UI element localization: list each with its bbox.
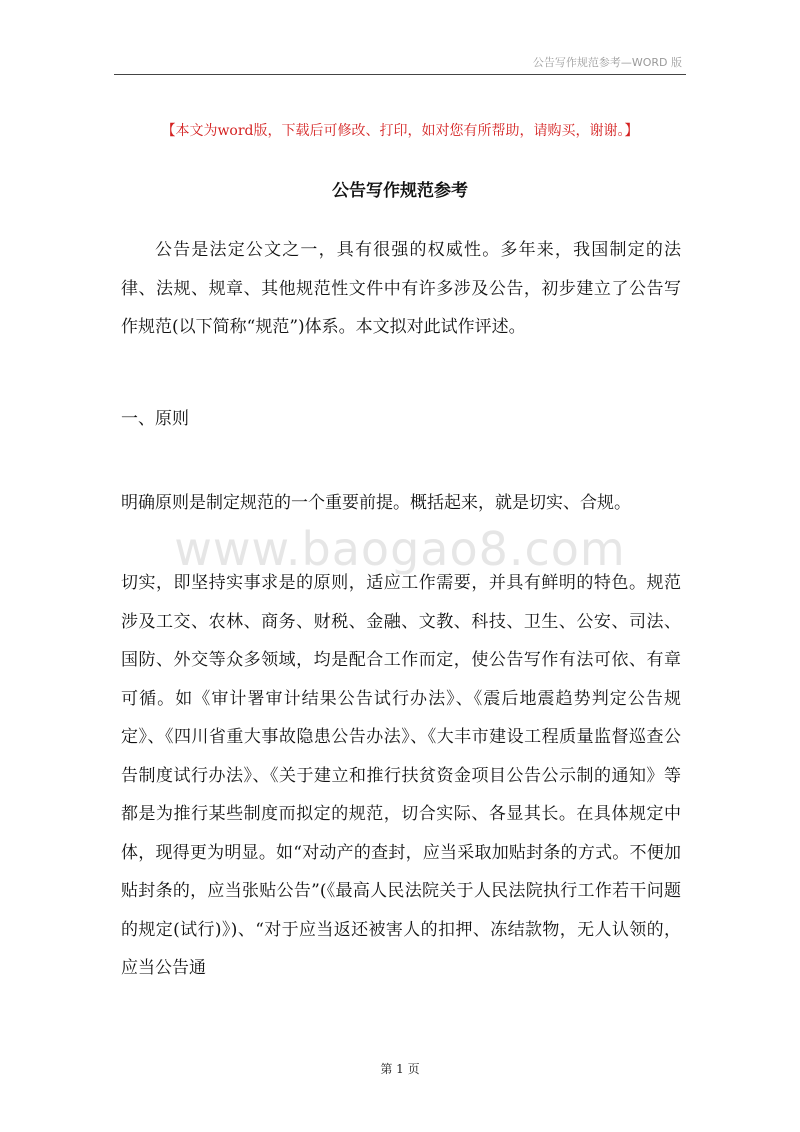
purchase-notice: 【本文为word版，下载后可修改、打印，如对您有所帮助，请购买，谢谢。】 <box>161 123 639 139</box>
paragraph-principles-summary: 明确原则是制定规范的一个重要前提。概括起来，就是切实、合规。 <box>121 493 631 513</box>
watermark-text: www.baogao8.com <box>174 522 626 576</box>
paragraph-practicality: 切实，即坚持实事求是的原则，适应工作需要，并具有鲜明的特色。规范涉及工交、农林、商务、财税、金融、文教、科技、卫生、公安、司法、国防、外交等众多领域，均是配合工作而定，使公告写作有法可依、有章可循。如《审计署审计结果公告试行办法》、《震后地震趋势判定公告规定》、《四川省重大事故隐患公告办法》、《大丰市建设工程质量监督巡查公告制度试行办法》、《关于建立和推行扶贫资金项目公告公示制的通知》等都是为推行某些制度而拟定的规范，切合实际、各显其长。在具体规定中体，现得更为明显。如“对动产的查封，应当采取加贴封条的方式。不便加贴封条的，应当张贴公告”(《最高人民法院关于人民法院执行工作若干问题的规定(试行)》)、“对于应当返还被害人的扣押、冻结款物，无人认领的，应当公告通 <box>121 573 681 978</box>
section-heading-principles: 一、原则 <box>121 409 189 429</box>
header-divider <box>114 74 686 75</box>
page-number: 第 1 页 <box>380 1062 420 1076</box>
page-header-text: 公告写作规范参考—WORD 版 <box>532 56 682 69</box>
document-title: 公告写作规范参考 <box>332 181 468 201</box>
paragraph-intro: 公告是法定公文之一，具有很强的权威性。多年来，我国制定的法律、法规、规章、其他规范性文件中有许多涉及公告，初步建立了公告写作规范(以下简称“规范”)体系。本文拟对此试作评述。 <box>121 240 681 337</box>
